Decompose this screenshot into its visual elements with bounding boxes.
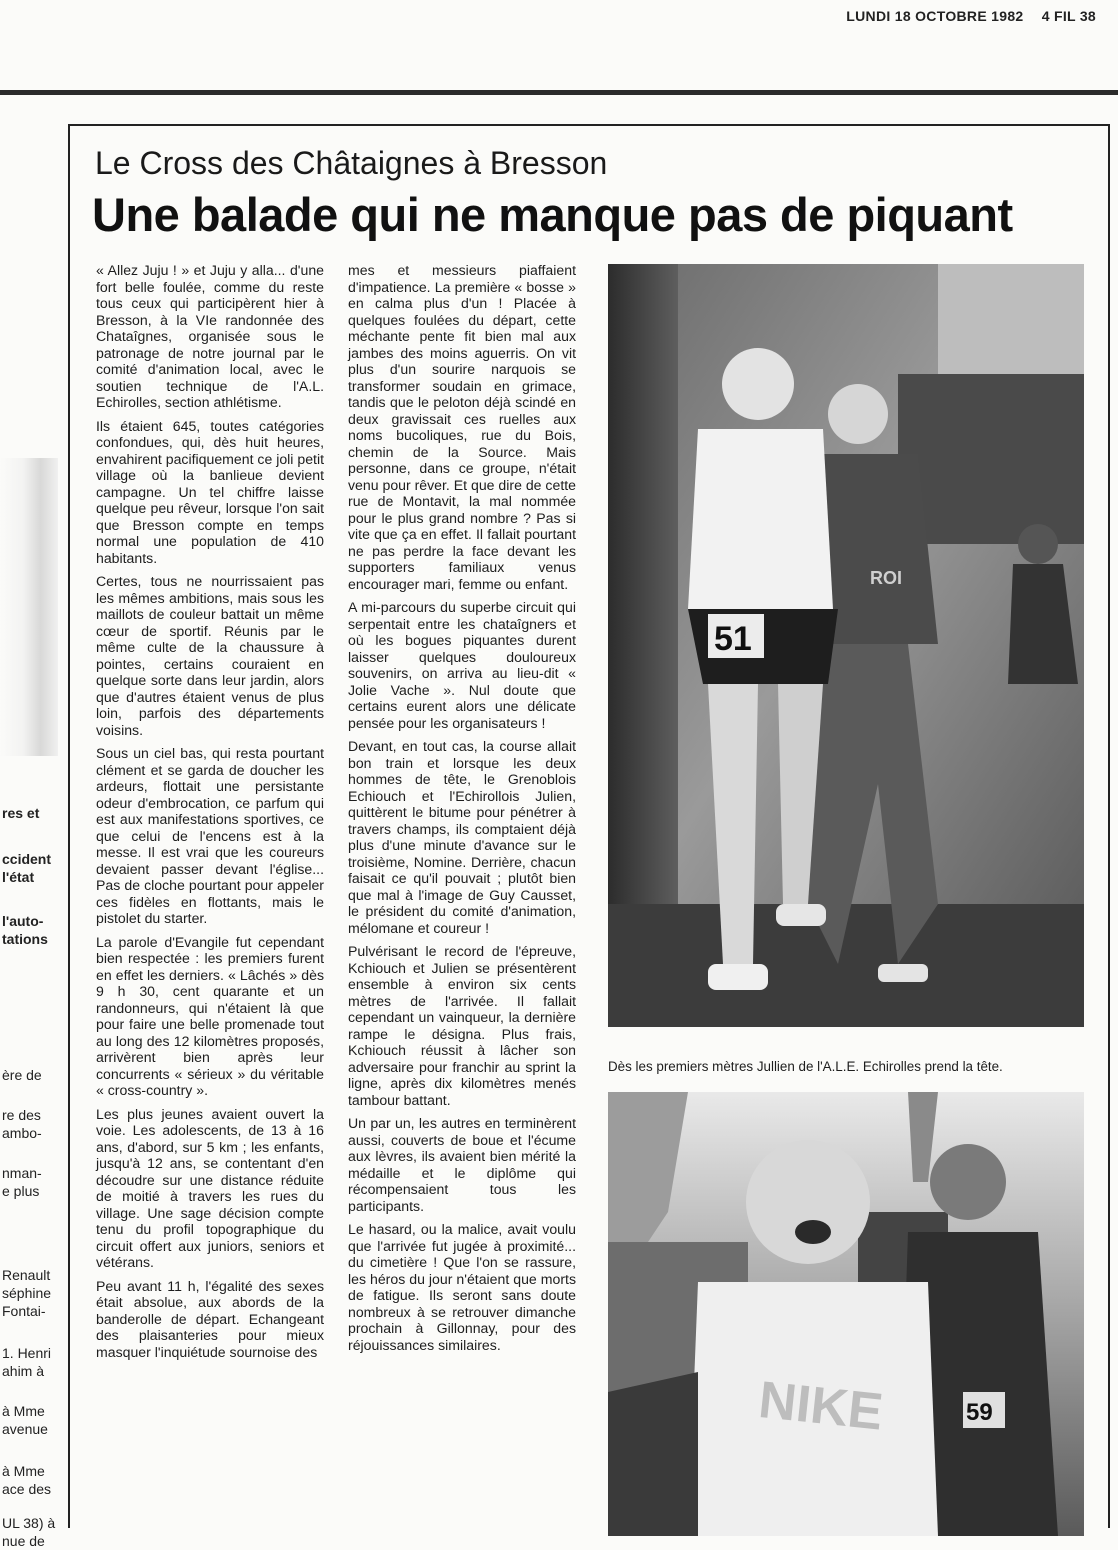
fragment-line: à Mme — [2, 1403, 45, 1419]
fragment-line: ahim à — [2, 1363, 45, 1379]
paragraph: A mi-parcours du superbe circuit qui serpentait entre les chataîgners et où les bogues piquantes durent laisser quelques douloureux souvenirs, on arriva au lieu-dit « Jolie Vache ». Nul doute que certains eurent alors une délicate pensée pour les organisateurs ! — [348, 599, 576, 731]
fragment-line: 1. Henri — [2, 1345, 52, 1361]
photo-runners-lane — [608, 264, 1084, 1027]
article-column-1 — [96, 262, 324, 1367]
left-column-fragments — [0, 100, 66, 1549]
fragment-line: re des — [2, 1107, 41, 1123]
paragraph: Ils étaient 645, toutes catégories confondues, qui, dès huit heures, envahirent pacifiquement ce joli petit village où la banlieue devient campagne. Un tel chiffre laisse quelque peu rêveur, lorsque l'on sait que Bresson compte en temps normal une population de 410 habitants. — [96, 417, 324, 566]
paragraph: Peu avant 11 h, l'égalité des sexes était absolue, aux abords de la banderolle de départ. Echangeant des plaisanteries pour mieux masquer l'inquiétude sournoise des — [96, 1277, 324, 1360]
fragment-line: ambo- — [2, 1125, 42, 1141]
fragment-line: e plus — [2, 1183, 40, 1199]
fragment-line: res et — [2, 805, 40, 821]
header-date: LUNDI 18 OCTOBRE 1982 — [846, 8, 1024, 24]
fragment-line: nue de — [2, 1533, 45, 1549]
bib-number: 51 — [714, 620, 752, 658]
fragment-line: avenue — [2, 1421, 48, 1437]
paragraph: Pulvérisant le record de l'épreuve, Kchiouch et Julien se présentèrent ensemble à environ six cents mètres de l'arrivée. Il fallait cependant un vainqueur, la dernière rampe le désigna. Plus frais, Kchiouch réussit à lâcher son adversaire pour franchir au sprint la ligne, après dix kilomètres menés tambour battant. — [348, 943, 576, 1108]
fragment-line: ère de — [2, 1067, 42, 1083]
fragment-line: l'état — [2, 869, 35, 885]
article-kicker: Le Cross des Châtaignes à Bresson — [95, 145, 608, 181]
photo-caption: Dès les premiers mètres Jullien de l'A.L.E. Echirolles prend la tête. — [608, 1059, 1003, 1074]
paragraph: « Allez Juju ! » et Juju y alla... d'une fort belle foulée, comme du reste tous ceux qui participèrent hier à Bresson, à la VIe randonnée des Chataîgnes, organisée sous le patronage de notre journal par le comité d'animation local, avec le soutien technique de l'A.L. Echirolles, section athlétisme. — [96, 262, 324, 410]
page-header — [832, 8, 1096, 24]
article-column-2 — [348, 262, 576, 1360]
article-headline: Une balade qui ne manque pas de piquant — [92, 188, 1013, 241]
paragraph: Certes, tous ne nourrissaient pas les mêmes ambitions, mais sous les maillots de couleur battait un même cœur de sportif. Réunis par le même culte de la chaussure à pointes, certains couraient en quelque sorte dans leur jardin, alors que d'autres étaient venus de plus loin, parfois des départements voisins. — [96, 573, 324, 738]
fragment-line: à Mme — [2, 1463, 45, 1479]
fragment-line: ace des — [2, 1481, 52, 1497]
paragraph: Le hasard, ou la malice, avait voulu que l'arrivée fut jugée à proximité... du cimetière ! Que l'on se rassure, les héros du jour n'étaient que morts de fatigue. Ils seront sans doute nombreux à se retrouver dimanche prochain à Gillonnay, pour des réjouissances similaires. — [348, 1221, 576, 1353]
fragment-line: séphine — [2, 1285, 52, 1301]
fragment-line: nman- — [2, 1165, 42, 1181]
fragment-line: l'auto- — [2, 913, 44, 929]
fragment-line: ccident — [2, 851, 52, 867]
paragraph: Un par un, les autres en terminèrent aussi, couverts de boue et l'écume aux lèvres, ils avaient bien mérité la médaille et le diplôme qui récompensaient tous les participants. — [348, 1115, 576, 1214]
fragment-line: Fontai- — [2, 1303, 46, 1319]
adjacent-photo-fragment — [0, 458, 58, 756]
paragraph: Les plus jeunes avaient ouvert la voie. Les adolescents, de 13 à 16 ans, d'abord, sur 5 km ; les enfants, jusqu'à 12 ans, se contentant d'en découdre sur une distance réduite de moitié à travers les rues du village. Une sage décision compte tenu du profil topographique du circuit offert aux juniors, seniors et vétérans. — [96, 1105, 324, 1270]
fragment-line: UL 38) à — [2, 1515, 56, 1531]
paragraph: Sous un ciel bas, qui resta pourtant clément et se garda de doucher les ardeurs, flottait une persistante odeur d'embrocation, ce parfum qui est aux manifestations sportives, ce que celui de l'encens est à la messe. Il est vrai que les coureurs devaient passer devant l'église... Pas de cloche pourtant pour appeler ces fidèles en flottants, mais le pistolet du starter. — [96, 745, 324, 926]
paragraph: La parole d'Evangile fut cependant bien respectée : les premiers furent en effet les derniers. « Lâchés » dès 9 h 30, cent quarante et un randonneurs, qui n'étaient là que pour faire une belle promenade tout au long des 12 kilomètres proposés, arrivèrent bien après leur concurrents « sérieux » du véritable « cross-country ». — [96, 933, 324, 1098]
top-rule — [0, 90, 1118, 95]
bib-number-2: 59 — [966, 1399, 993, 1426]
fragment-line: tations — [2, 931, 48, 947]
jersey-text: ROI — [870, 568, 903, 588]
fragment-line: Renault — [2, 1267, 51, 1283]
header-page: 4 FIL 38 — [1041, 8, 1096, 24]
paragraph: mes et messieurs piaffaient d'impatience. La première « bosse » en calma plus d'un ! Placée à quelques foulées du départ, cette méchante pente fit bien mal aux jambes des moins aguerris. On vit plus d'un sourire narquois se transformer soudain en grimace, tandis que le peloton déjà scindé en deux gravissait ces ruelles aux noms bucoliques, rue du Bois, chemin de la Source. Mais personne, dans ce groupe, n'était venu pour rêver. Et que dire de cette rue de Montavit, la mal nommée pour le plus grand nombre ? Pas si vite que ça en effet. Il fallait pourtant ne pas perdre la face devant les supporters familiaux venus encourager mari, femme ou enfant. — [348, 262, 576, 592]
photo-runner-finish — [608, 1092, 1084, 1536]
shirt-text: NIKE — [755, 1370, 886, 1442]
paragraph: Devant, en tout cas, la course allait bon train et lorsque les deux hommes de tête, le Grenoblois Echiouch et l'Echirollois Julien, quittèrent le bitume pour pénétrer à travers champs, ils comptaient déjà plus d'une minute d'avance sur le troisième, Nomine. Derrière, chacun faisait ce qu'il pouvait ; plutôt bien que mal à l'image de Guy Causset, le président du comité d'animation, mélomane et coureur ! — [348, 738, 576, 936]
